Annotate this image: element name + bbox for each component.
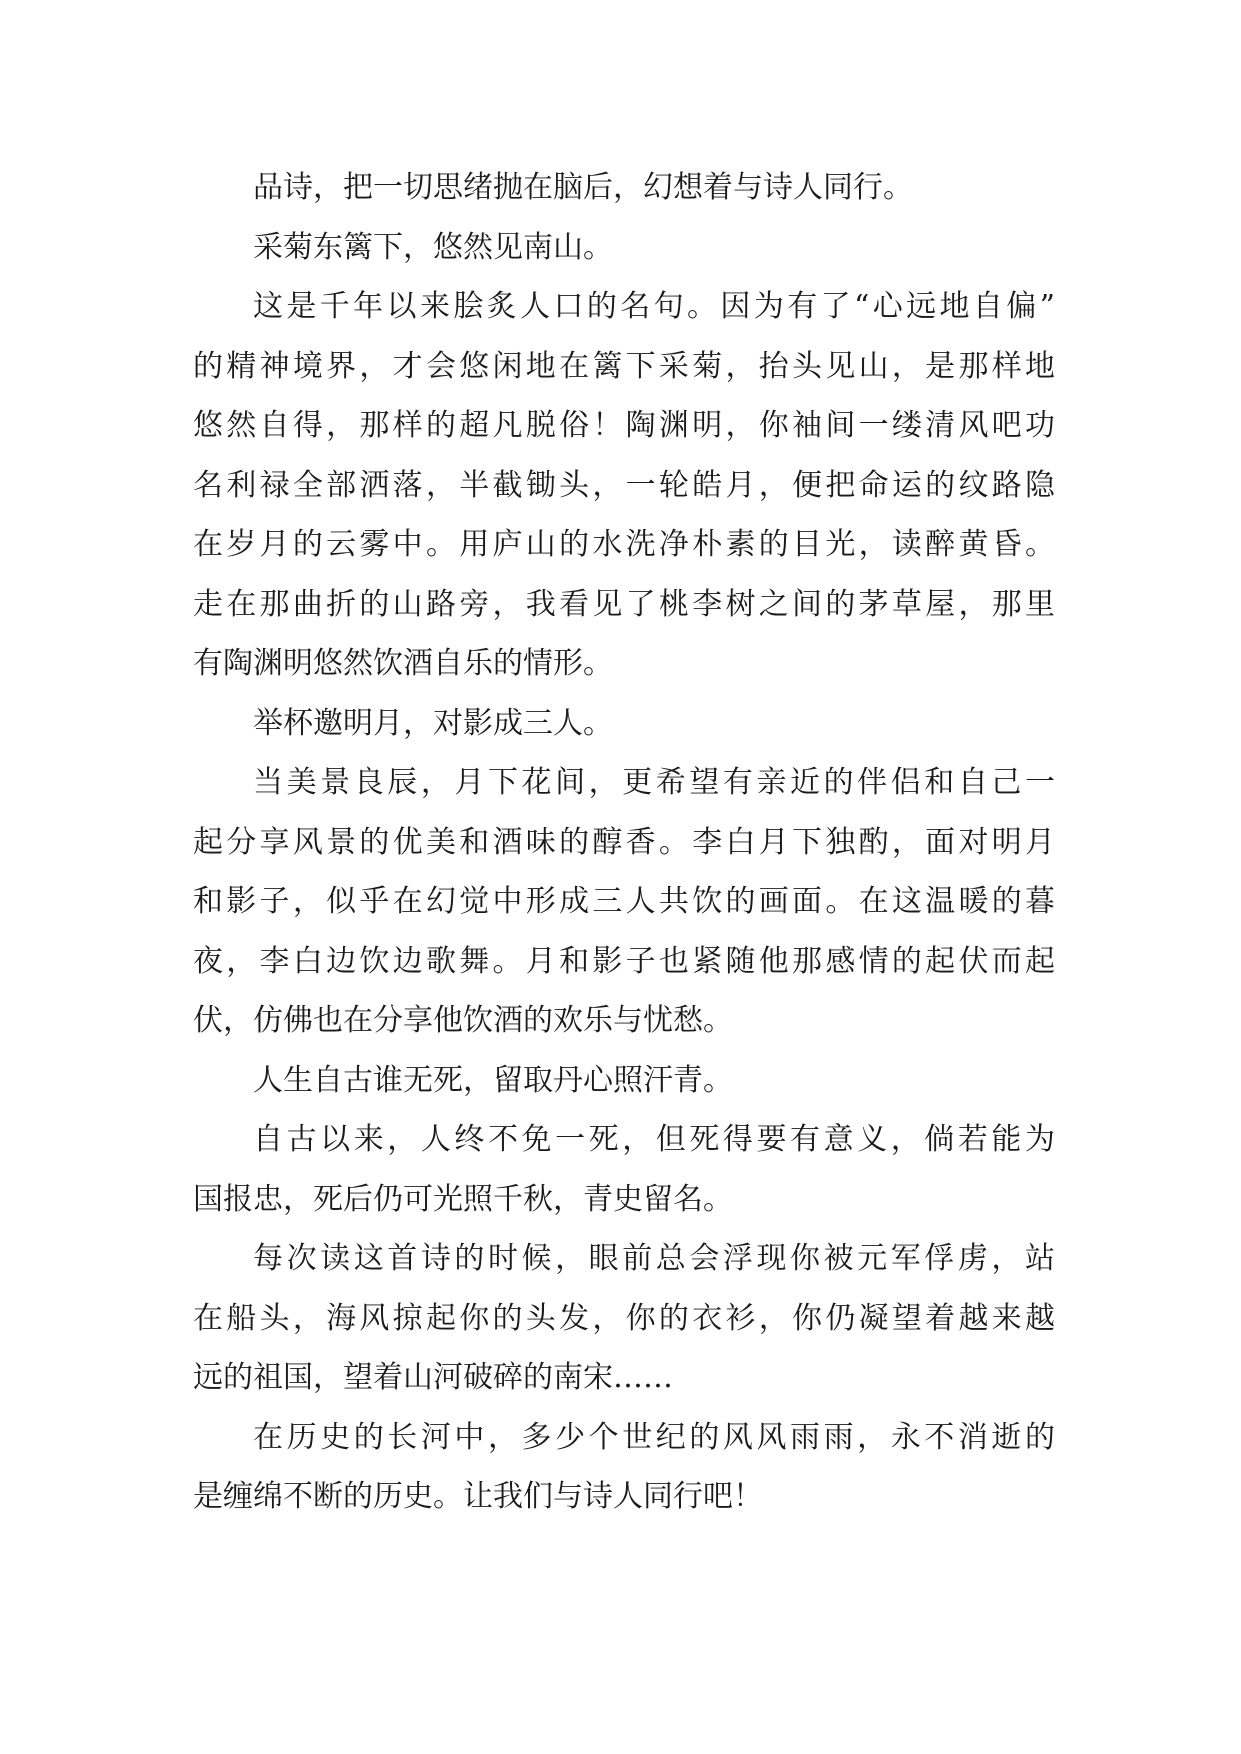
text-line: 的精神境界，才会悠闲地在篱下采菊，抬头见山，是那样地 [193, 348, 1055, 384]
text-line: 在船头，海风掠起你的头发，你的衣衫，你仍凝望着越来越 [193, 1300, 1055, 1336]
text-line: 悠然自得，那样的超凡脱俗！陶渊明，你袖间一缕清风吧功 [193, 408, 1055, 443]
paragraph [193, 753, 1055, 1051]
text-line: 走在那曲折的山路旁，我看见了桃李树之间的茅草屋，那里 [193, 586, 1055, 622]
text-line: 是缠绵不断的历史。让我们与诗人同行吧！ [193, 1479, 763, 1514]
paragraph [193, 1051, 1055, 1111]
text-line: 每次读这首诗的时候，眼前总会浮现你被元军俘虏，站 [253, 1241, 1055, 1276]
text-line: 有陶渊明悠然饮酒自乐的情形。 [193, 646, 613, 681]
text-line: 和影子，似乎在幻觉中形成三人共饮的画面。在这温暖的暮 [193, 884, 1055, 919]
text-line: 采菊东篱下，悠然见南山。 [253, 229, 613, 265]
text-line: 夜，李白边饮边歌舞。月和影子也紧随他那感情的起伏而起 [193, 943, 1055, 979]
text-line: 在岁月的云雾中。用庐山的水洗净朴素的目光，读醉黄昏。 [193, 527, 1055, 562]
paragraph [193, 1110, 1055, 1229]
text-line: 起分享风景的优美和酒味的醇香。李白月下独酌，面对明月 [193, 824, 1055, 860]
text-line: 这是千年以来脍炙人口的名句。因为有了“心远地自偏” [253, 289, 1055, 324]
text-line: 国报忠，死后仍可光照千秋，青史留名。 [193, 1181, 733, 1217]
text-line: 在历史的长河中，多少个世纪的风风雨雨，永不消逝的 [253, 1419, 1055, 1455]
text-line: 伏，仿佛也在分享他饮酒的欢乐与忧愁。 [193, 1003, 733, 1038]
text-line: 远的祖国，望着山河破碎的南宋…… [193, 1360, 673, 1395]
paragraph [193, 694, 1055, 754]
essay-body [193, 158, 1055, 1527]
text-line: 名利禄全部洒落，半截锄头，一轮皓月，便把命运的纹路隐 [193, 467, 1055, 503]
text-line: 人生自古谁无死，留取丹心照汗青。 [253, 1062, 733, 1098]
text-line: 当美景良辰，月下花间，更希望有亲近的伴侣和自己一 [253, 765, 1055, 800]
text-line: 自古以来，人终不免一死，但死得要有意义，倘若能为 [253, 1122, 1055, 1157]
text-line: 品诗，把一切思绪抛在脑后，幻想着与诗人同行。 [253, 170, 913, 205]
text-line: 举杯邀明月，对影成三人。 [253, 705, 613, 741]
paragraph [193, 158, 1055, 218]
paragraph [193, 1229, 1055, 1408]
paragraph [193, 1408, 1055, 1527]
paragraph [193, 277, 1055, 694]
paragraph [193, 218, 1055, 278]
